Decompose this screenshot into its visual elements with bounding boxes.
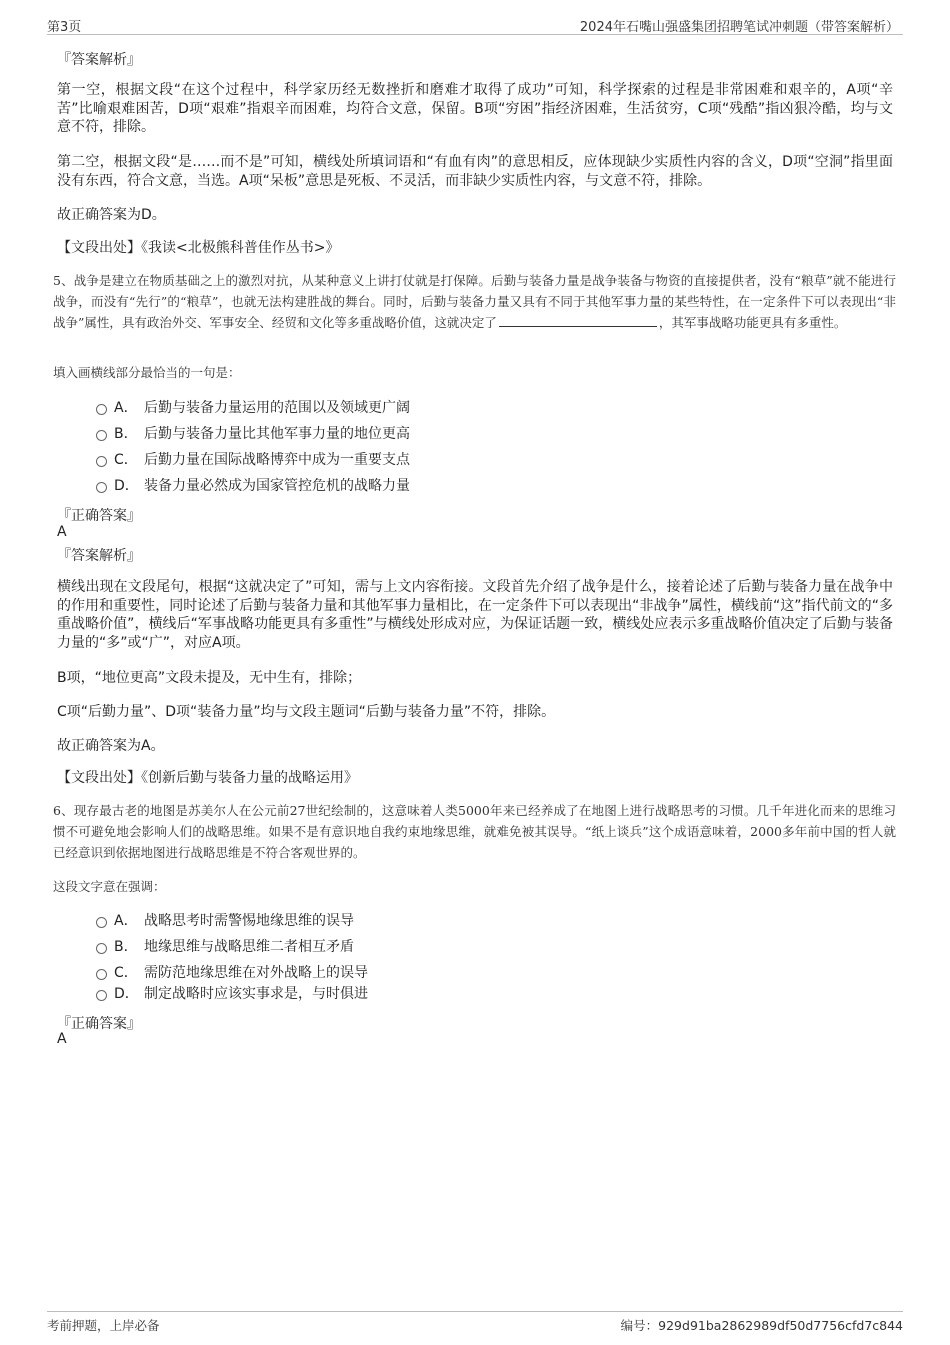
question-prompt: 填入画横线部分最恰当的一句是： (53, 365, 241, 380)
analysis-label: 『答案解析』 (57, 548, 141, 564)
analysis-paragraph: 横线出现在文段尾句，根据“这就决定了”可知，需与上文内容衔接。文段首先介绍了战争是什么，接着论述了后勤与装备力量在战争中的作用和重要性，同时论述了后勤与装备力量和其他军事力量相比，在一定条件下可以表现出“非战争”属性，横线前“这”指代前文的“多重战略价值”，横线后“军事战略功能更具有多重性”与横线处形成对应，为保证话题一致，横线处应表示多重战略价值决定了后勤与装备力量的“多”或“广”，对应A项。 (57, 579, 893, 651)
correct-answer: A (57, 1031, 67, 1047)
question-text: 5、战争是建立在物质基础之上的激烈对抗，从某种意义上讲打仗就是打保障。后勤与装备力量是战争装备与物资的直接提供者，没有“粮草”就不能进行战争，而没有“先行”的“粮草”，也就无法构建胜战的舞台。同时，后勤与装备力量又具有不同于其他军事力量的某些特性，在一定条件下可以表现出“非战争”属性，具有政治外交、军事安全、经贸和文化等多重战略价值，这就决定了 (53, 273, 896, 330)
document-title: 2024年石嘴山强盛集团招聘笔试冲刺题（带答案解析） (579, 20, 899, 35)
option-letter: A． (114, 913, 138, 929)
radio-button[interactable] (96, 969, 107, 980)
option-letter: D． (114, 478, 139, 494)
analysis-paragraph: B项，“地位更高”文段未提及，无中生有，排除； (57, 670, 362, 686)
question-6-stem: 6、现存最古老的地图是苏美尔人在公元前27世纪绘制的，这意味着人类5000年来已经养成了在地图上进行战略思考的习惯。几千年进化而来的思维习惯不可避免地会影响人们的战略思维。如果不是有意识地自我约束地缘思维，就难免被其误导。“纸上谈兵”这个成语意味着，2000多年前中国的哲人就已经意识到依据地图进行战略思维是不符合客观世界的。 (53, 803, 896, 860)
page-number: 第3页 (47, 20, 82, 35)
fill-blank (499, 314, 657, 327)
radio-button[interactable] (96, 404, 107, 415)
option-letter: A． (114, 400, 138, 416)
option-text: 需防范地缘思维在对外战略上的误导 (144, 965, 368, 981)
option-text: 后勤与装备力量运用的范围以及领域更广阔 (144, 400, 410, 416)
page-header (47, 14, 903, 35)
option-letter: C． (114, 965, 138, 981)
answer-label: 『正确答案』 (57, 1016, 141, 1032)
option-text: 制定战略时应该实事求是，与时俱进 (144, 986, 368, 1002)
radio-button[interactable] (96, 917, 107, 928)
correct-answer: A (57, 524, 67, 540)
question-5-stem (53, 270, 896, 333)
option-text: 地缘思维与战略思维二者相互矛盾 (144, 939, 354, 955)
option-letter: C． (114, 452, 138, 468)
document-code: 编号：929d91ba2862989df50d7756cfd7c844 (620, 1318, 903, 1333)
page-footer (47, 1311, 903, 1334)
answer-label: 『正确答案』 (57, 508, 141, 524)
source-citation: 【文段出处】《创新后勤与装备力量的战略运用》 (57, 770, 358, 786)
option-letter: B． (114, 939, 138, 955)
option-text: 装备力量必然成为国家管控危机的战略力量 (144, 478, 410, 494)
question-prompt: 这段文字意在强调： (53, 879, 166, 894)
radio-button[interactable] (96, 430, 107, 441)
radio-button[interactable] (96, 990, 107, 1001)
question-text: ，其军事战略功能更具有多重性。 (658, 315, 847, 330)
analysis-paragraph: 第一空，根据文段“在这个过程中，科学家历经无数挫折和磨难才取得了成功”可知，科学探索的过程是非常困难和艰辛的，A项“辛苦”比喻艰难困苦，D项“艰难”指艰辛而困难，均符合文意，保留。B项“穷困”指经济困难，生活贫穷，C项“残酷”指凶狠冷酷，均与文意不符，排除。 (57, 82, 893, 135)
radio-button[interactable] (96, 456, 107, 467)
option-text: 后勤与装备力量比其他军事力量的地位更高 (144, 426, 410, 442)
analysis-paragraph: C项“后勤力量”、D项“装备力量”均与文段主题词“后勤与装备力量”不符，排除。 (57, 704, 556, 720)
analysis-paragraph: 第二空，根据文段“是……而不是”可知，横线处所填词语和“有血有肉”的意思相反，应体现缺少实质性内容的含义，D项“空洞”指里面没有东西，符合文意，当选。A项“呆板”意思是死板、不灵活，而非缺少实质性内容，与文意不符，排除。 (57, 154, 893, 189)
option-letter: D． (114, 986, 139, 1002)
option-text: 后勤力量在国际战略博弈中成为一重要支点 (144, 452, 410, 468)
radio-button[interactable] (96, 943, 107, 954)
radio-button[interactable] (96, 482, 107, 493)
option-letter: B． (114, 426, 138, 442)
analysis-label: 『答案解析』 (57, 52, 141, 68)
conclusion: 故正确答案为A。 (57, 738, 165, 754)
source-citation: 【文段出处】《我读<北极熊科普佳作丛书>》 (57, 240, 340, 256)
conclusion: 故正确答案为D。 (57, 207, 166, 223)
footer-slogan: 考前押题，上岸必备 (47, 1318, 160, 1333)
option-text: 战略思考时需警惕地缘思维的误导 (144, 913, 354, 929)
